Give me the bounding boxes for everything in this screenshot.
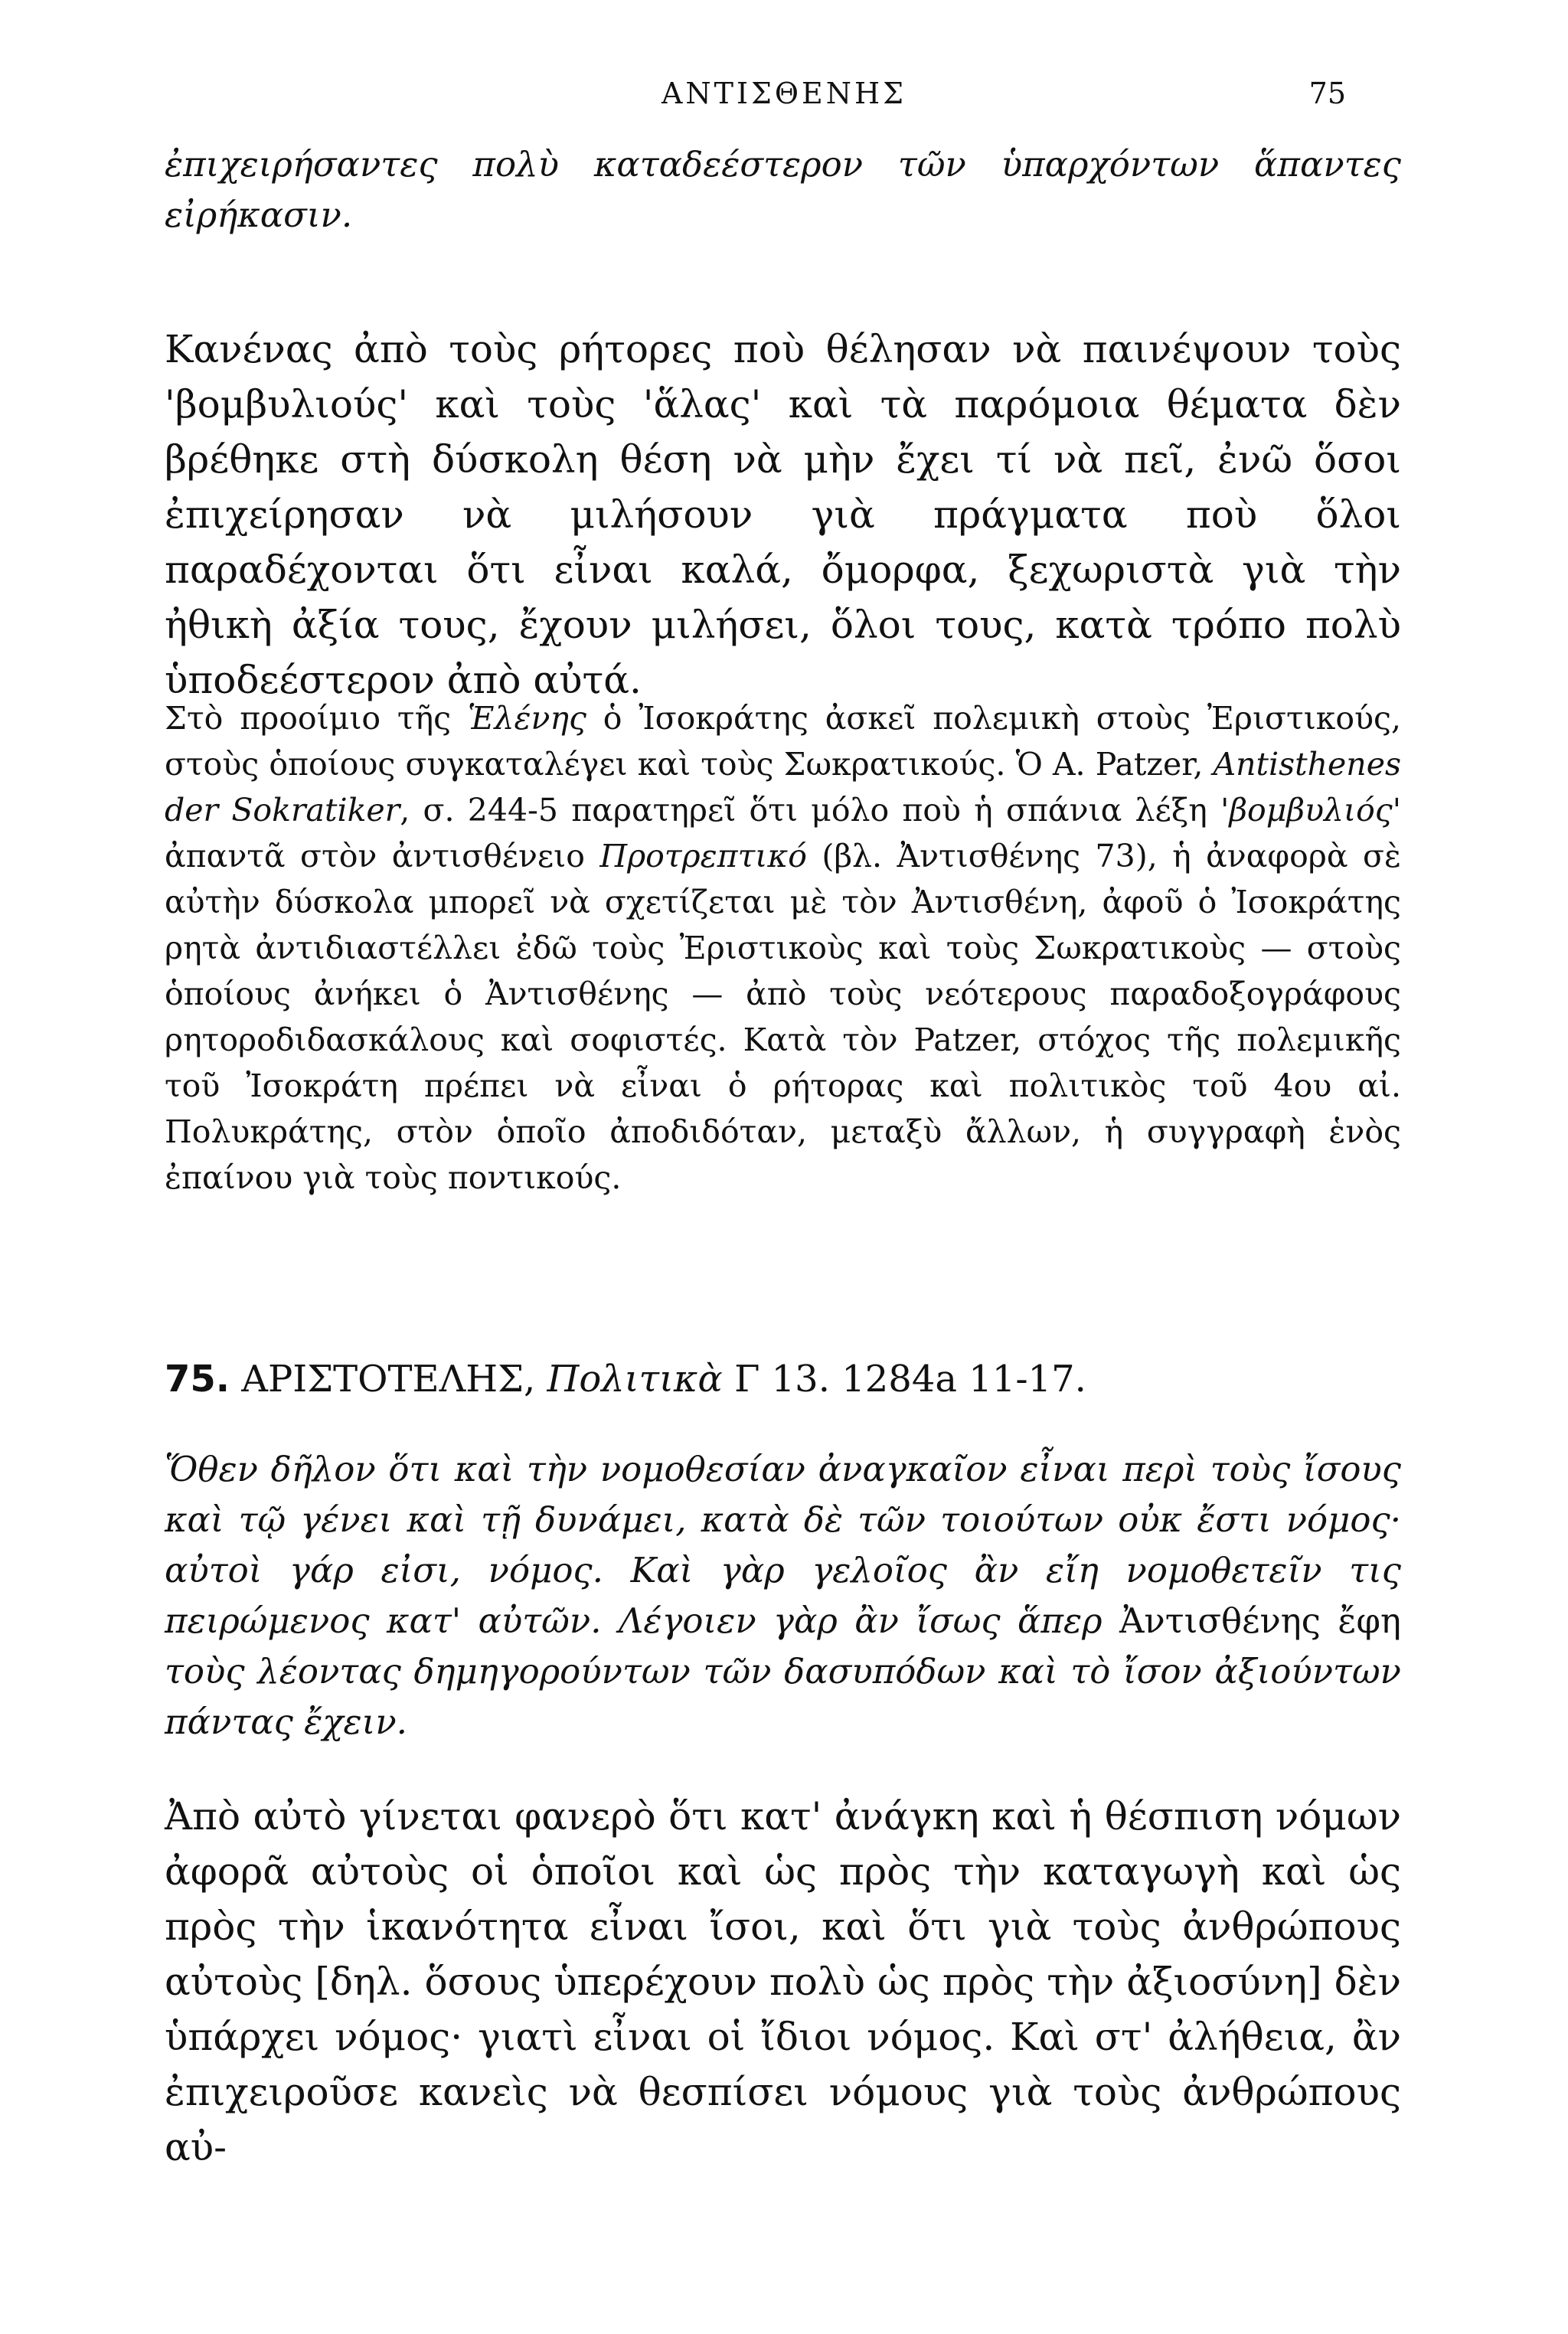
note-italic-title: Antisthenes der Sokratiker [165, 746, 1401, 829]
section-heading [165, 1354, 1401, 1404]
running-title: ΑΝΤΙΣΘΕΝΗΣ [661, 77, 907, 110]
note-text: (βλ. Ἀντισθένης 73), ἡ ἀναφορὰ σὲ αὐτὴν δύσκολα μπορεῖ νὰ σχετίζεται μὲ τὸν Ἀντισθένη, ἀφοῦ ὁ Ἰσοκράτης ρητὰ ἀντιδιαστέλλει ἐδῶ τοὺς Ἐριστικοὺς καὶ τοὺς Σωκρατικοὺς — στοὺς ὁποίους ἀνήκει ὁ Ἀντισθένης — ἀπὸ τοὺς νεότερους παραδοξογράφους ρητοροδιδασκάλους καὶ σοφιστές. Κατὰ τὸν Patzer, στόχος τῆς πολεμικῆς τοῦ Ἰσοκράτη πρέπει νὰ εἶναι ὁ ρήτορας καὶ πολιτικὸς τοῦ 4ου αἰ. Πολυκράτης, στὸν ὁποῖο ἀποδιδόταν, μεταξὺ ἄλλων, ἡ συγγραφὴ ἑνὸς ἐπαίνου γιὰ τοὺς ποντικούς. [165, 838, 1401, 1196]
section-number: 75. [165, 1358, 230, 1401]
translation-paragraph-75: Ἀπὸ αὐτὸ γίνεται φανερὸ ὅτι κατ' ἀνάγκη καὶ ἡ θέσπιση νόμων ἀφορᾶ αὐτοὺς οἱ ὁποῖοι καὶ ὡς πρὸς τὴν καταγωγὴ καὶ ὡς πρὸς τὴν ἱκανότητα εἶναι ἴσοι, καὶ ὅτι γιὰ τοὺς ἀνθρώπους αὐτοὺς [δηλ. ὅσους ὑπερέχουν πολὺ ὡς πρὸς τὴν ἀξιοσύνη] δὲν ὑπάρχει νόμος· γιατὶ εἶναι οἱ ἴδιοι νόμος. Καὶ στ' ἀλήθεια, ἂν ἐπιχειροῦσε κανεὶς νὰ θεσπίσει νόμους γιὰ τοὺς ἀνθρώπους αὐ- [165, 1794, 1401, 2169]
quote-text: Ὅθεν δῆλον ὅτι καὶ τὴν νομοθεσίαν ἀναγκαῖον εἶναι περὶ τοὺς ἴσους καὶ τῷ γένει καὶ τῇ δυνάμει, κατὰ δὲ τῶν τοιούτων οὐκ ἔστι νόμος· αὐτοὶ γάρ εἰσι, νόμος. Καὶ γὰρ γελοῖος ἂν εἴη νομοθετεῖν τις πειρώμενος κατ' αὐτῶν. Λέγοιεν γὰρ ἂν ἴσως ἅπερ [165, 1449, 1401, 1641]
note-text: , σ. 244-5 παρατηρεῖ ὅτι μόλο ποὺ ἡ σπάνια λέξη [400, 792, 1221, 829]
quote-text: τοὺς λέοντας δημηγορούντων τῶν δασυπόδων καὶ τὸ ἴσον ἀξιούντων πάντας ἔχειν. [165, 1651, 1401, 1742]
note-italic-word: 'βομβυλιός' [1220, 792, 1401, 829]
quote-text-upright: Ἀντισθένης ἔφη [1119, 1600, 1401, 1641]
greek-quote [165, 1444, 1401, 1747]
page-header [0, 70, 1568, 116]
note-text: ὁ Ἰσοκράτης ἀσκεῖ πολεμικὴ στοὺς Ἐριστικούς, στοὺς ὁποίους συγκαταλέγει καὶ τοὺς Σωκρατικούς. Ὁ A. Patzer, [165, 700, 1401, 783]
commentary-note [165, 695, 1401, 1201]
quote-continuation: ἐπιχειρήσαντες πολὺ καταδεέστερον τῶν ὑπαρχόντων ἅπαντες εἰρήκασιν. [165, 144, 1401, 235]
page-number: 75 [1308, 77, 1346, 110]
note-italic-title: Προτρεπτικό [599, 838, 807, 874]
section-reference: Γ 13. 1284a 11-17. [722, 1358, 1086, 1401]
note-text: Στὸ προοίμιο τῆς [165, 700, 468, 737]
section-work-title: Πολιτικὰ [547, 1358, 723, 1401]
section-author: ΑΡΙΣΤΟΤΕΛΗΣ, [230, 1358, 547, 1401]
translation-paragraph: Κανένας ἀπὸ τοὺς ρήτορες ποὺ θέλησαν νὰ παινέψουν τοὺς 'βομβυλιούς' καὶ τοὺς 'ἅλας' καὶ τὰ παρόμοια θέματα δὲν βρέθηκε στὴ δύσκολη θέση νὰ μὴν ἔχει τί νὰ πεῖ, ἐνῶ ὅσοι ἐπιχείρησαν νὰ μιλήσουν γιὰ πράγματα ποὺ ὅλοι παραδέχονται ὅτι εἶναι καλά, ὄμορφα, ξεχωριστὰ γιὰ τὴν ἠθικὴ ἀξία τους, ἔχουν μιλήσει, ὅλοι τους, κατὰ τρόπο πολὺ ὑποδεέστερον ἀπὸ αὐτά. [165, 327, 1401, 702]
note-italic-title: Ἑλένης [467, 700, 586, 737]
note-text: ἀπαντᾶ στὸν ἀντισθένειο [165, 838, 600, 874]
